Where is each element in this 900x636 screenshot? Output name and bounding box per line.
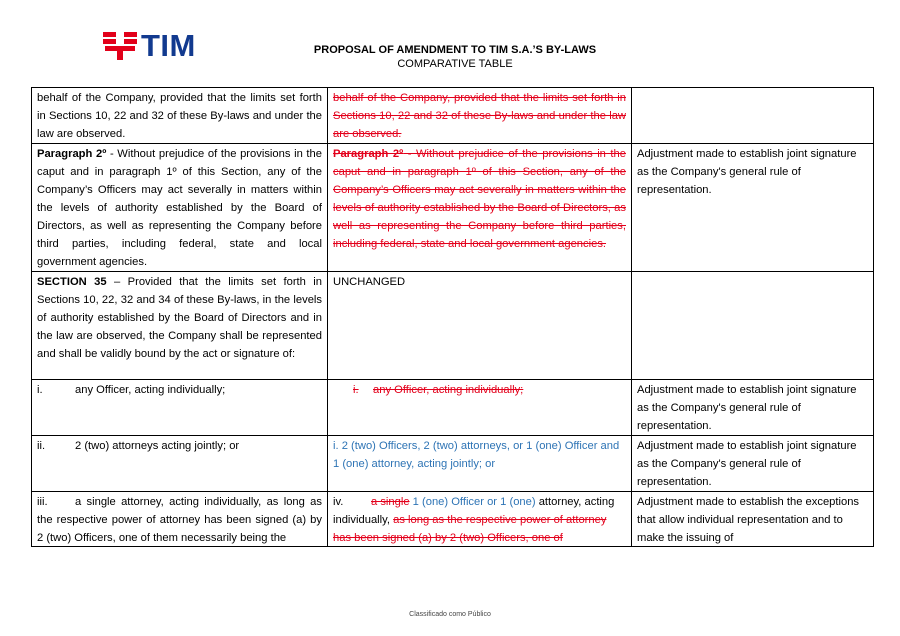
table-row bbox=[32, 88, 874, 144]
deleted-text: behalf of the Company, provided that the limits set forth in Sections 10, 22 and 32 of these By-laws and under the law are observed. bbox=[333, 92, 626, 140]
justification-cell bbox=[632, 144, 874, 272]
justification-cell bbox=[632, 380, 874, 436]
current-text: a single attorney, acting individually, as long as the respective power of attorney has been signed (a) by 2 (two) Officers, one of them necessarily being the bbox=[37, 496, 322, 544]
document-subtitle: COMPARATIVE TABLE bbox=[397, 58, 513, 70]
current-text: 2 (two) attorneys acting jointly; or bbox=[75, 440, 240, 452]
item-number: iv. bbox=[333, 496, 344, 508]
document-header bbox=[250, 43, 660, 71]
inserted-text: 1 (one) Officer or 1 (one) bbox=[412, 496, 536, 508]
justification-text: Adjustment made to establish the exceptions that allow individual representation and to make the issuing of bbox=[637, 496, 860, 544]
proposed-text: attorney, acting individually, bbox=[333, 496, 615, 526]
item-number: iii. bbox=[37, 496, 48, 508]
current-text: – Provided that the limits set forth in Sections 10, 22, 32 and 34 of these By-laws, in the levels of authority established by the Board of Directors and in the law are observed, the Company shall be represented and shall be validly bound by the act or signature of: bbox=[37, 276, 323, 360]
comparative-table bbox=[31, 87, 874, 547]
current-text-cell bbox=[32, 380, 328, 436]
current-text: behalf of the Company, provided that the limits set forth in Sections 10, 22 and 32 of these By-laws and under the law are observed. bbox=[37, 92, 322, 140]
current-text: any Officer, acting individually; bbox=[75, 384, 226, 396]
proposed-text-cell bbox=[328, 492, 632, 547]
unchanged-label: UNCHANGED bbox=[333, 276, 406, 288]
justification-text: Adjustment made to establish joint signature as the Company's general rule of representation. bbox=[637, 148, 857, 196]
current-text-cell bbox=[32, 436, 328, 492]
classification-label: Classificado como Público bbox=[409, 611, 491, 618]
logo-wordmark: TIM bbox=[141, 28, 196, 63]
item-number: i. bbox=[37, 384, 43, 396]
table-row bbox=[32, 380, 874, 436]
deleted-paragraph-label: Paragraph 2º bbox=[333, 148, 404, 160]
proposed-text-cell bbox=[328, 436, 632, 492]
table-row bbox=[32, 272, 874, 380]
tim-logo-icon bbox=[103, 32, 137, 60]
justification-cell bbox=[632, 272, 874, 380]
justification-cell bbox=[632, 492, 874, 547]
current-text: - Without prejudice of the provisions in the caput and in paragraph 1º of this Section, any of the Company’s Officers may act severally in matters within the levels of authority established by the Board of Directors, as well as representing the Company before third parties, including federal, state and local government agencies. bbox=[37, 148, 322, 268]
table-row bbox=[32, 492, 874, 547]
proposed-text-cell bbox=[328, 272, 632, 380]
tim-logo bbox=[103, 28, 196, 63]
proposed-text-cell bbox=[328, 144, 632, 272]
paragraph-label: Paragraph 2º bbox=[37, 148, 107, 160]
current-text-cell bbox=[32, 88, 328, 144]
justification-cell bbox=[632, 88, 874, 144]
document-title: PROPOSAL OF AMENDMENT TO TIM S.A.’S BY-LAWS bbox=[313, 44, 597, 56]
deleted-text: any Officer, acting individually; bbox=[373, 384, 524, 396]
justification-cell bbox=[632, 436, 874, 492]
table-row bbox=[32, 144, 874, 272]
justification-text: Adjustment made to establish joint signature as the Company's general rule of representation. bbox=[637, 384, 857, 432]
inserted-text: i. 2 (two) Officers, 2 (two) attorneys, or 1 (one) Officer and 1 (one) attorney, acting jointly; or bbox=[333, 440, 620, 470]
current-text-cell bbox=[32, 272, 328, 380]
deleted-text: a single bbox=[371, 496, 410, 508]
proposed-text-cell bbox=[328, 380, 632, 436]
justification-text: Adjustment made to establish joint signature as the Company's general rule of representation. bbox=[637, 440, 857, 488]
current-text-cell bbox=[32, 144, 328, 272]
section-label: SECTION 35 bbox=[37, 276, 107, 288]
proposed-text-cell bbox=[328, 88, 632, 144]
deleted-text: as long as the respective power of attorney has been signed (a) by 2 (two) Officers, one of bbox=[333, 514, 607, 544]
item-number: ii. bbox=[37, 440, 46, 452]
deleted-text: - Without prejudice of the provisions in the caput and in paragraph 1º of this Section, any of the Company’s Officers may act severally in matters within the levels of authority established by the Board of Directors, as well as representing the Company before third parties, including federal, state and local government agencies. bbox=[333, 148, 626, 250]
current-text-cell bbox=[32, 492, 328, 547]
table-row bbox=[32, 436, 874, 492]
deleted-item-number: i. bbox=[353, 384, 359, 396]
